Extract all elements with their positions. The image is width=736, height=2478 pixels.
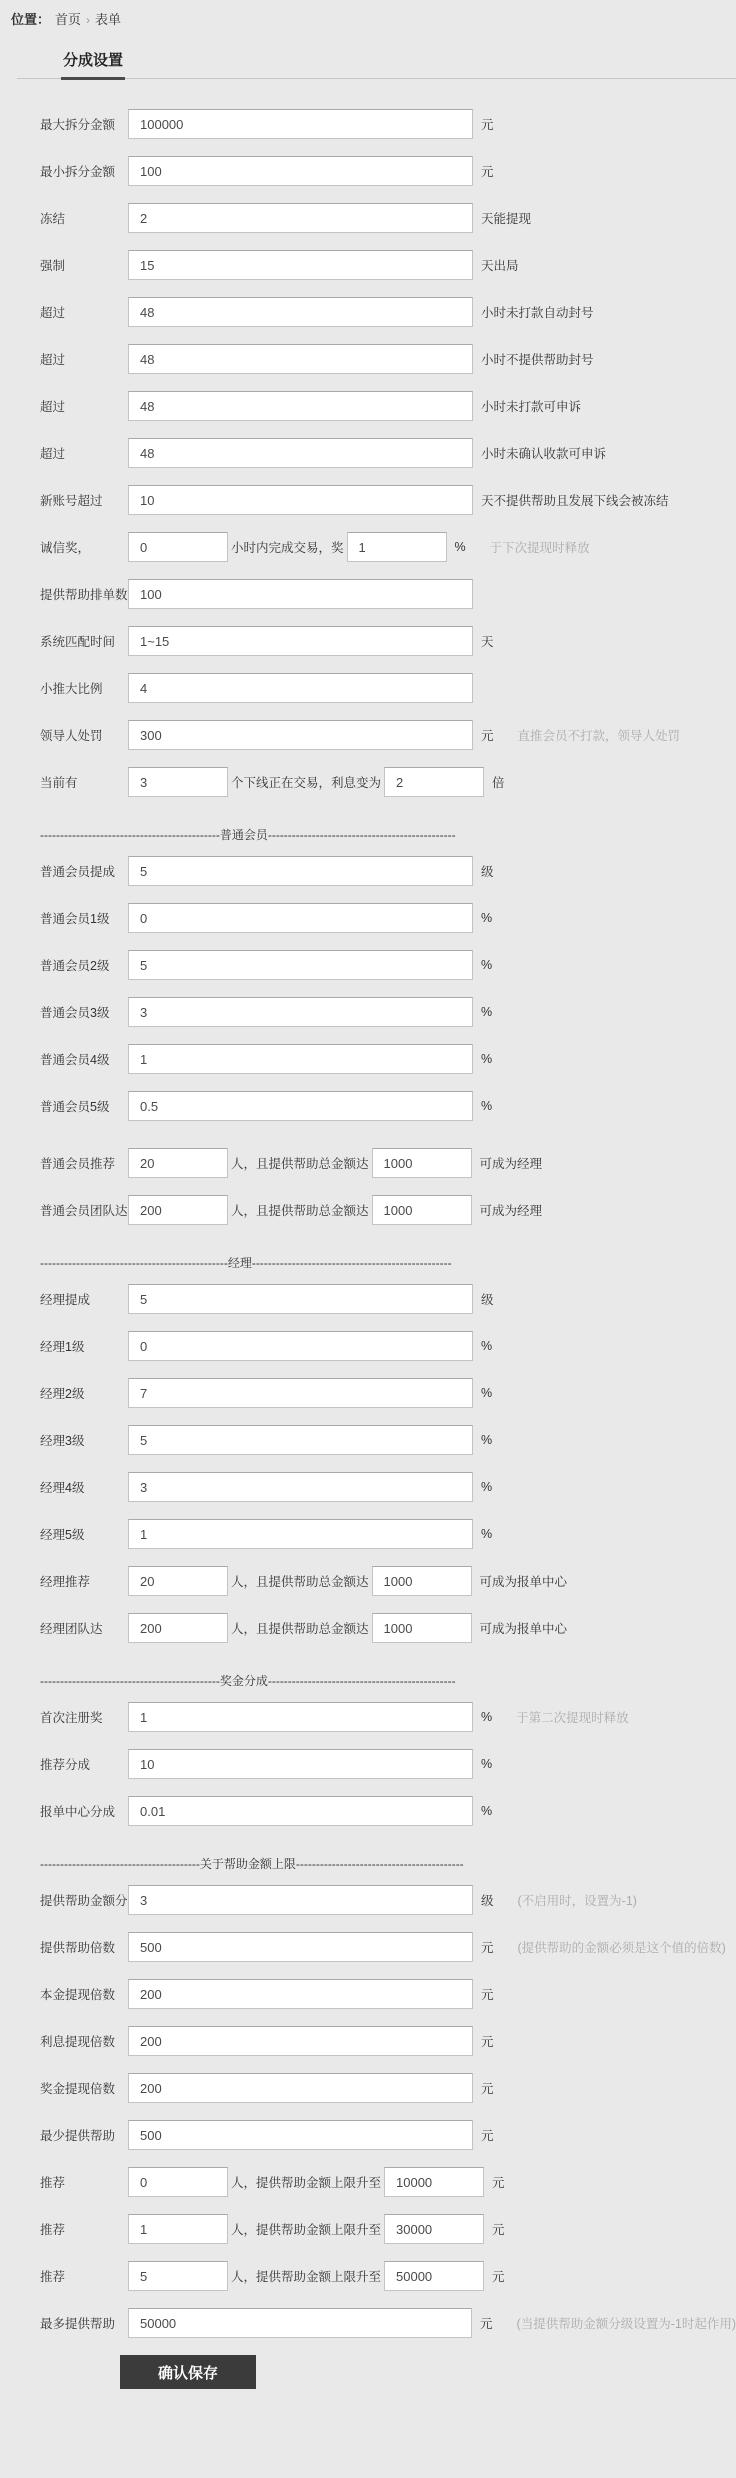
field-unit: 元 xyxy=(481,2035,494,2049)
field-input-first[interactable] xyxy=(128,1566,228,1596)
field-label: 首次注册奖 xyxy=(40,1711,103,1725)
form-row xyxy=(40,156,736,186)
breadcrumb xyxy=(0,0,736,28)
field-unit: 元 xyxy=(481,729,494,743)
form-row xyxy=(40,1284,736,1314)
field-unit: 可成为报单中心 xyxy=(479,1622,568,1636)
field-label: 推荐 xyxy=(40,2223,66,2237)
field-label: 普通会员3级 xyxy=(40,1006,110,1020)
field-unit: 天不提供帮助且发展下线会被冻结 xyxy=(481,494,669,508)
field-label: 奖金提现倍数 xyxy=(40,2082,116,2096)
field-input[interactable] xyxy=(128,2073,473,2103)
field-unit: 元 xyxy=(481,2082,494,2096)
field-input[interactable] xyxy=(128,203,473,233)
field-label: 经理4级 xyxy=(40,1481,85,1495)
field-unit: 元 xyxy=(492,2270,505,2284)
field-label: 冻结 xyxy=(40,212,66,226)
field-label: 最多提供帮助 xyxy=(40,2317,116,2331)
field-unit: % xyxy=(481,1757,493,1771)
field-input[interactable] xyxy=(128,2120,473,2150)
form-row xyxy=(40,203,736,233)
field-mid-text: 人，且提供帮助总金额达 xyxy=(231,1622,369,1636)
field-unit: 可成为经理 xyxy=(479,1204,543,1218)
field-label: 报单中心分成 xyxy=(40,1805,116,1819)
field-hint: 直推会员不打款，领导人处罚 xyxy=(517,729,681,743)
field-label: 普通会员推荐 xyxy=(40,1157,116,1171)
field-input[interactable] xyxy=(128,1519,473,1549)
field-label: 最大拆分金额 xyxy=(40,118,116,132)
field-unit: % xyxy=(481,958,493,972)
field-unit: 可成为经理 xyxy=(479,1157,543,1171)
form-row xyxy=(40,2026,736,2056)
form-row xyxy=(40,1425,736,1455)
field-input[interactable] xyxy=(128,2026,473,2056)
tab-bar xyxy=(17,49,736,79)
form-row xyxy=(40,997,736,1027)
field-input-second[interactable] xyxy=(384,2261,484,2291)
field-unit: % xyxy=(481,1480,493,1494)
form-row xyxy=(40,1885,736,1915)
field-input-second[interactable] xyxy=(372,1566,472,1596)
field-hint: (提供帮助的金额必须是这个值的倍数) xyxy=(517,1941,726,1955)
field-label: 普通会员4级 xyxy=(40,1053,110,1067)
field-mid-text: 人，提供帮助金额上限升至 xyxy=(231,2270,382,2284)
field-input[interactable] xyxy=(128,673,473,703)
form-row xyxy=(40,1979,736,2009)
field-input[interactable] xyxy=(128,579,473,609)
field-input-second[interactable] xyxy=(372,1613,472,1643)
field-input[interactable] xyxy=(128,1749,473,1779)
field-unit: 小时不提供帮助封号 xyxy=(481,353,594,367)
field-input[interactable] xyxy=(128,997,473,1027)
field-input-first[interactable] xyxy=(128,1195,228,1225)
form-row xyxy=(40,626,736,656)
form-row xyxy=(40,2261,736,2291)
field-label: 小推大比例 xyxy=(40,682,103,696)
field-input-first[interactable] xyxy=(128,767,228,797)
section-divider: -----------------------------------------------经理-------------------------------------------------- xyxy=(40,1256,452,1270)
field-unit: 可成为报单中心 xyxy=(479,1575,568,1589)
form-row xyxy=(40,1566,736,1596)
field-label: 超过 xyxy=(40,306,66,320)
form-row xyxy=(40,1932,736,1962)
field-unit: % xyxy=(481,1099,493,1113)
field-input[interactable] xyxy=(128,626,473,656)
field-input[interactable] xyxy=(128,2308,472,2338)
settings-form xyxy=(0,79,736,2389)
breadcrumb-current: 表单 xyxy=(95,12,122,27)
field-hint: (不启用时，设置为-1) xyxy=(517,1894,637,1908)
form-row xyxy=(40,579,736,609)
field-mid-text: 人，提供帮助金额上限升至 xyxy=(231,2176,382,2190)
field-label: 经理提成 xyxy=(40,1293,91,1307)
confirm-save-button[interactable]: 确认保存 xyxy=(120,2355,256,2389)
field-input[interactable] xyxy=(128,950,473,980)
form-row xyxy=(40,485,736,515)
field-label: 普通会员提成 xyxy=(40,865,116,879)
field-label: 系统匹配时间 xyxy=(40,635,116,649)
field-label: 超过 xyxy=(40,353,66,367)
field-input[interactable] xyxy=(128,109,473,139)
field-label: 推荐 xyxy=(40,2176,66,2190)
field-label: 新账号超过 xyxy=(40,494,103,508)
field-label: 经理2级 xyxy=(40,1387,85,1401)
field-input-first[interactable] xyxy=(128,2167,228,2197)
section-divider: ---------------------------------------------普通会员----------------------------------------------- xyxy=(40,828,456,842)
form-row xyxy=(40,2214,736,2244)
field-input[interactable] xyxy=(128,903,473,933)
field-label: 推荐 xyxy=(40,2270,66,2284)
field-mid-text: 个下线正在交易，利息变为 xyxy=(231,776,382,790)
section-divider: ---------------------------------------------奖金分成----------------------------------------------- xyxy=(40,1674,456,1688)
field-unit: 级 xyxy=(481,1894,494,1908)
field-label: 经理团队达 xyxy=(40,1622,103,1636)
field-unit: % xyxy=(454,540,466,554)
form-row xyxy=(40,391,736,421)
form-row xyxy=(40,2073,736,2103)
field-unit: 级 xyxy=(481,865,494,879)
field-input[interactable] xyxy=(128,1044,473,1074)
field-input-second[interactable] xyxy=(347,532,447,562)
field-mid-text: 人，且提供帮助总金额达 xyxy=(231,1204,369,1218)
form-row xyxy=(40,1749,736,1779)
field-label: 最少提供帮助 xyxy=(40,2129,116,2143)
field-hint: 于第二次提现时释放 xyxy=(516,1711,629,1725)
field-input-first[interactable] xyxy=(128,1613,228,1643)
field-label: 普通会员2级 xyxy=(40,959,110,973)
tab-profit-settings[interactable]: 分成设置 xyxy=(61,49,125,80)
field-unit: % xyxy=(481,1386,493,1400)
field-label: 提供帮助排单数 xyxy=(40,588,128,602)
field-unit: 元 xyxy=(480,2317,493,2331)
field-unit: 天出局 xyxy=(481,259,519,273)
field-label: 普通会员5级 xyxy=(40,1100,110,1114)
field-mid-text: 人，提供帮助金额上限升至 xyxy=(231,2223,382,2237)
breadcrumb-separator: › xyxy=(86,13,91,27)
field-unit: 元 xyxy=(481,118,494,132)
field-input[interactable] xyxy=(128,1472,473,1502)
form-row xyxy=(40,297,736,327)
field-unit: 天 xyxy=(481,635,494,649)
form-row xyxy=(40,438,736,468)
field-unit: 小时未打款自动封号 xyxy=(481,306,594,320)
field-input-second[interactable] xyxy=(384,2167,484,2197)
form-row xyxy=(40,1613,736,1643)
field-input[interactable] xyxy=(128,1331,473,1361)
field-input-first[interactable] xyxy=(128,2261,228,2291)
field-unit: % xyxy=(481,1005,493,1019)
field-input[interactable] xyxy=(128,1932,473,1962)
field-unit: 元 xyxy=(492,2176,505,2190)
form-row xyxy=(40,2167,736,2197)
field-input-second[interactable] xyxy=(384,2214,484,2244)
field-input[interactable] xyxy=(128,1091,473,1121)
field-label: 经理1级 xyxy=(40,1340,85,1354)
field-label: 超过 xyxy=(40,447,66,461)
field-unit: 小时未打款可申诉 xyxy=(481,400,582,414)
field-unit: 天能提现 xyxy=(481,212,532,226)
form-row xyxy=(40,344,736,374)
field-input[interactable] xyxy=(128,1885,473,1915)
section-divider: ----------------------------------------关于帮助金额上限------------------------------------------ xyxy=(40,1857,464,1871)
form-row xyxy=(40,673,736,703)
field-input-second[interactable] xyxy=(372,1195,472,1225)
form-row xyxy=(40,856,736,886)
field-unit: 元 xyxy=(481,1941,494,1955)
field-hint: 于下次提现时释放 xyxy=(489,541,590,555)
field-label: 经理推荐 xyxy=(40,1575,91,1589)
form-row xyxy=(40,1331,736,1361)
field-unit: 元 xyxy=(481,1988,494,2002)
form-row xyxy=(40,250,736,280)
field-label: 最小拆分金额 xyxy=(40,165,116,179)
field-unit: 小时未确认收款可申诉 xyxy=(481,447,607,461)
field-unit: % xyxy=(481,1339,493,1353)
field-label: 本金提现倍数 xyxy=(40,1988,116,2002)
field-mid-text: 人，且提供帮助总金额达 xyxy=(231,1575,369,1589)
form-row xyxy=(40,2120,736,2150)
field-unit: 元 xyxy=(492,2223,505,2237)
field-input[interactable] xyxy=(128,438,473,468)
field-unit: % xyxy=(481,1527,493,1541)
form-row xyxy=(40,1091,736,1121)
field-label: 利息提现倍数 xyxy=(40,2035,116,2049)
field-unit: 元 xyxy=(481,165,494,179)
form-row xyxy=(40,2308,736,2338)
form-row xyxy=(40,720,736,750)
field-input[interactable] xyxy=(128,1378,473,1408)
field-unit: % xyxy=(481,1804,493,1818)
field-input-first[interactable] xyxy=(128,2214,228,2244)
field-input[interactable] xyxy=(128,297,473,327)
field-label: 提供帮助倍数 xyxy=(40,1941,116,1955)
field-unit: % xyxy=(481,1710,493,1724)
field-mid-text: 人，且提供帮助总金额达 xyxy=(231,1157,369,1171)
field-unit: 级 xyxy=(481,1293,494,1307)
field-input[interactable] xyxy=(128,344,473,374)
field-label: 经理3级 xyxy=(40,1434,85,1448)
field-label: 推荐分成 xyxy=(40,1758,91,1772)
form-row xyxy=(40,767,736,797)
field-input[interactable] xyxy=(128,720,473,750)
field-input-first[interactable] xyxy=(128,532,228,562)
field-label: 当前有 xyxy=(40,776,78,790)
field-hint: (当提供帮助金额分级设置为-1时起作用) xyxy=(516,2317,736,2331)
field-input-first[interactable] xyxy=(128,1148,228,1178)
breadcrumb-prefix: 位置： xyxy=(11,12,51,27)
field-input[interactable] xyxy=(128,391,473,421)
field-input[interactable] xyxy=(128,1425,473,1455)
field-label: 诚信奖， xyxy=(40,541,91,555)
form-rows xyxy=(40,109,736,2338)
field-input[interactable] xyxy=(128,156,473,186)
field-unit: % xyxy=(481,1433,493,1447)
form-row xyxy=(40,532,736,562)
field-label: 普通会员团队达 xyxy=(40,1204,128,1218)
field-label: 经理5级 xyxy=(40,1528,85,1542)
form-row xyxy=(40,1148,736,1178)
form-row xyxy=(40,1195,736,1225)
field-unit: % xyxy=(481,911,493,925)
field-label: 超过 xyxy=(40,400,66,414)
field-input[interactable] xyxy=(128,1979,473,2009)
field-input[interactable] xyxy=(128,856,473,886)
field-unit: % xyxy=(481,1052,493,1066)
form-row xyxy=(40,1472,736,1502)
form-row xyxy=(40,1044,736,1074)
form-row xyxy=(40,1519,736,1549)
field-unit: 元 xyxy=(481,2129,494,2143)
field-input[interactable] xyxy=(128,1702,473,1732)
form-row xyxy=(40,1796,736,1826)
field-input[interactable] xyxy=(128,1284,473,1314)
field-label: 普通会员1级 xyxy=(40,912,110,926)
form-row xyxy=(40,903,736,933)
form-row xyxy=(40,950,736,980)
field-input-second[interactable] xyxy=(384,767,484,797)
field-input[interactable] xyxy=(128,485,473,515)
field-input-second[interactable] xyxy=(372,1148,472,1178)
field-input[interactable] xyxy=(128,250,473,280)
field-label: 提供帮助金额分 xyxy=(40,1894,128,1908)
field-label: 领导人处罚 xyxy=(40,729,103,743)
form-row xyxy=(40,109,736,139)
form-row xyxy=(40,1378,736,1408)
form-row xyxy=(40,1702,736,1732)
field-label: 强制 xyxy=(40,259,66,273)
field-input[interactable] xyxy=(128,1796,473,1826)
field-unit: 倍 xyxy=(492,776,505,790)
breadcrumb-link-home[interactable]: 首页 xyxy=(55,12,82,27)
field-mid-text: 小时内完成交易，奖 xyxy=(231,541,344,555)
